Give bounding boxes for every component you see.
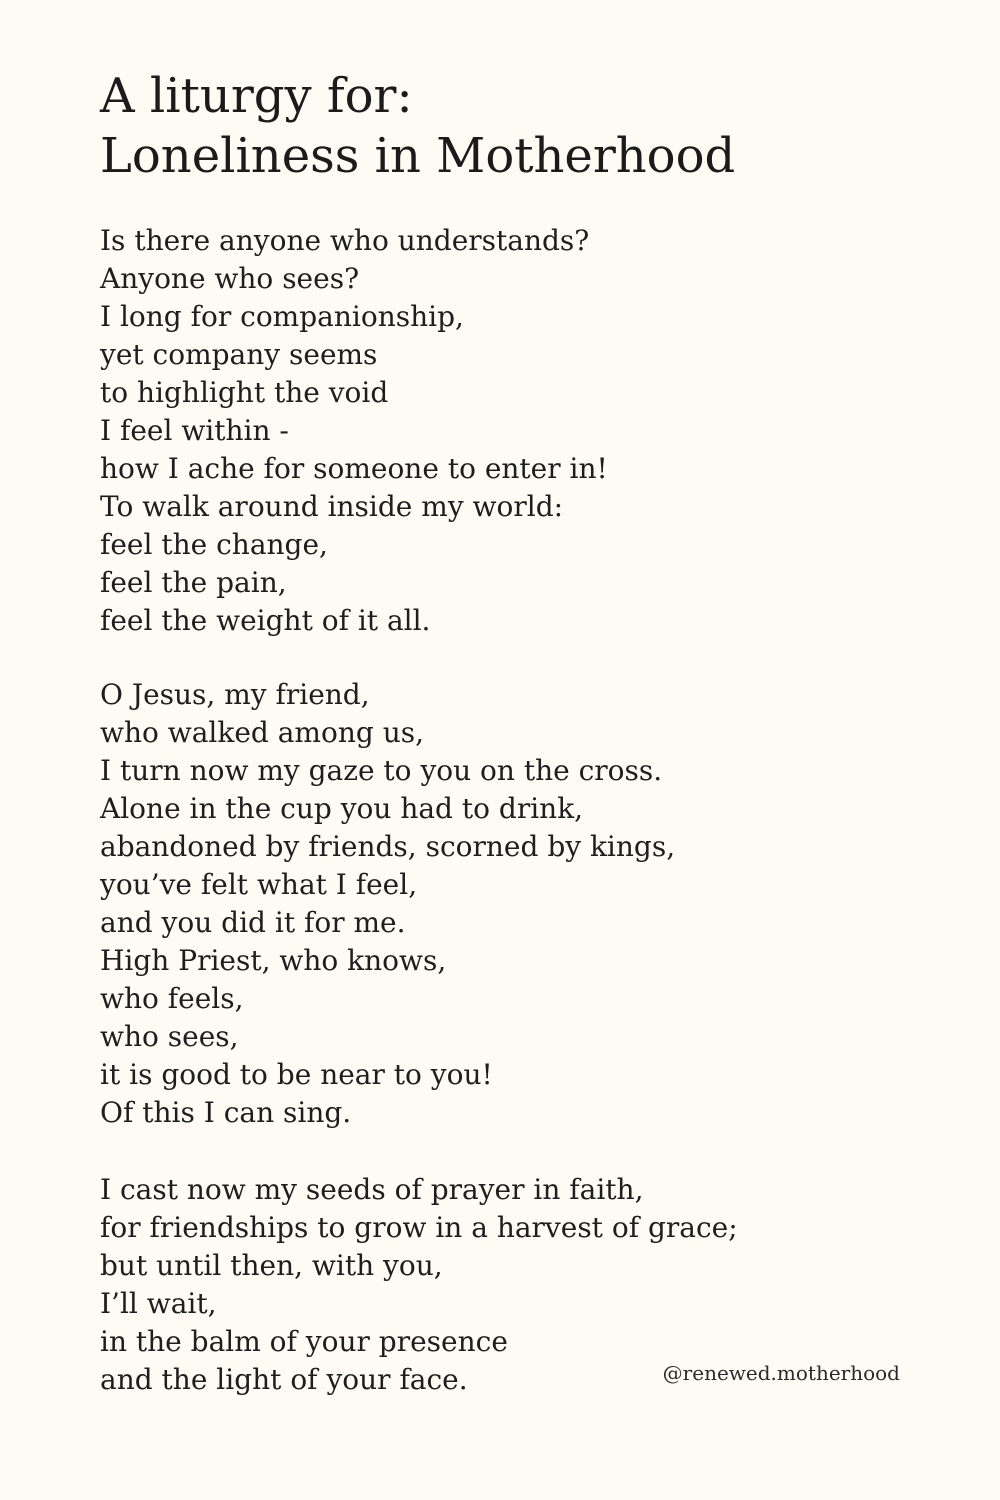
poem-line: To walk around inside my world: bbox=[100, 490, 564, 523]
page-title bbox=[100, 66, 735, 186]
poem-line: feel the weight of it all. bbox=[100, 604, 431, 637]
title-line-2: Loneliness in Motherhood bbox=[100, 128, 736, 184]
poem-line: it is good to be near to you! bbox=[100, 1058, 493, 1091]
poem-line: Alone in the cup you had to drink, bbox=[100, 792, 584, 825]
stanza-2 bbox=[100, 676, 675, 1132]
poem-line: how I ache for someone to enter in! bbox=[100, 452, 608, 485]
poem-line: abandoned by friends, scorned by kings, bbox=[100, 830, 676, 863]
poem-line: to highlight the void bbox=[100, 376, 389, 409]
poem-line: who sees, bbox=[100, 1020, 239, 1053]
poem-line: I’ll wait, bbox=[100, 1287, 217, 1320]
author-handle: @renewed.motherhood bbox=[662, 1361, 900, 1385]
poem-line: I long for companionship, bbox=[100, 300, 464, 333]
poem-line: yet company seems bbox=[100, 338, 378, 371]
poem-line: High Priest, who knows, bbox=[100, 944, 447, 977]
poem-line: O Jesus, my friend, bbox=[100, 678, 370, 711]
stanza-3 bbox=[100, 1171, 738, 1399]
poem-line: and the light of your face. bbox=[100, 1363, 468, 1396]
poem-line: for friendships to grow in a harvest of grace; bbox=[100, 1211, 738, 1244]
poem-line: Of this I can sing. bbox=[100, 1096, 352, 1129]
stanza-1 bbox=[100, 222, 608, 640]
poem-line: feel the pain, bbox=[100, 566, 287, 599]
poem-line: in the balm of your presence bbox=[100, 1325, 508, 1358]
poem-line: Is there anyone who understands? bbox=[100, 224, 590, 257]
poem-line: feel the change, bbox=[100, 528, 328, 561]
poem-line: who feels, bbox=[100, 982, 244, 1015]
poem-line: you’ve felt what I feel, bbox=[100, 868, 418, 901]
poem-line: and you did it for me. bbox=[100, 906, 406, 939]
poem-line: I feel within - bbox=[100, 414, 289, 447]
poem-line: who walked among us, bbox=[100, 716, 424, 749]
poem-line: but until then, with you, bbox=[100, 1249, 443, 1282]
poem-line: I cast now my seeds of prayer in faith, bbox=[100, 1173, 644, 1206]
title-line-1: A liturgy for: bbox=[100, 68, 413, 124]
poem-line: Anyone who sees? bbox=[100, 262, 360, 295]
poem-line: I turn now my gaze to you on the cross. bbox=[100, 754, 663, 787]
